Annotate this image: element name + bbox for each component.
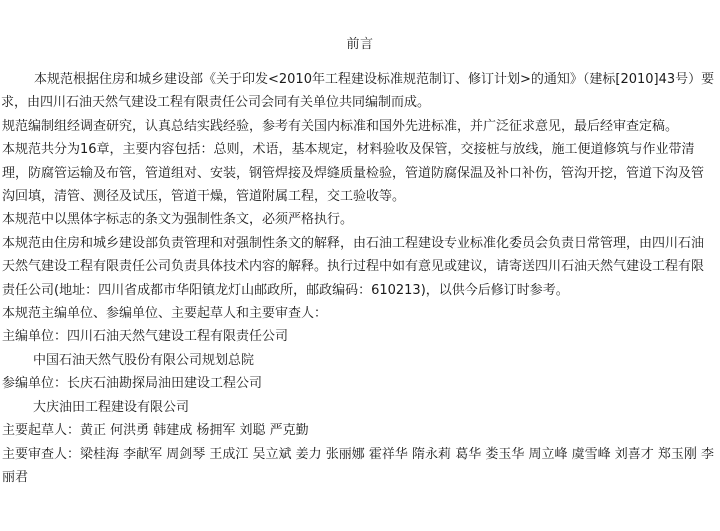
main-reviewers: 主要审查人：梁桂海 李献军 周剑琴 王成江 吴立斌 姜力 张丽娜 霍祥华 隋永莉 葛华 娄玉华 周立峰 虞雪峰 刘喜才 郑玉刚 李丽君	[2, 446, 714, 485]
chief-editor-unit-2: 中国石油天然气股份有限公司规划总院	[33, 352, 255, 368]
participating-unit: 参编单位：长庆石油勘探局油田建设工程公司	[2, 376, 263, 392]
document-title: 前言	[346, 37, 374, 52]
participating-unit-2: 大庆油田工程建设有限公司	[33, 399, 190, 415]
paragraph-contributors-intro: 本规范主编单位、参编单位、主要起草人和主要审查人：	[2, 306, 328, 322]
paragraph-basis: 本规范根据住房和城乡建设部《关于印发<2010年工程建设标准规范制订、修订计划>的通知》（建标[2010]43号）要求，由四川石油天然气建设工程有限责任公司会同有关单位共同编制而成。	[1, 72, 715, 111]
chief-editor-unit: 主编单位：四川石油天然气建设工程有限责任公司	[2, 329, 289, 345]
paragraph-research: 规范编制组经调查研究，认真总结实践经验，参考有关国内标准和国外先进标准，并广泛征求意见，最后经审查定稿。	[2, 118, 679, 134]
paragraph-chapters: 本规范共分为16章，主要内容包括：总则，术语，基本规定，材料验收及保管，交接桩与放线，施工便道修筑与作业带清理，防腐管运输及布管，管道组对、安装，钢管焊接及焊缝质量检验，管道防腐保温及补口补伤，管沟开挖，管道下沟及管沟回填，清管、测径及试压，管道干燥，管道附属工程，交工验收等。	[2, 142, 705, 205]
main-drafters: 主要起草人：黄正 何洪勇 韩建成 杨拥军 刘聪 严克勤	[2, 423, 309, 439]
document-body	[0, 68, 716, 489]
paragraph-mandatory: 本规范中以黑体字标志的条文为强制性条文，必须严格执行。	[2, 212, 354, 228]
paragraph-management: 本规范由住房和城乡建设部负责管理和对强制性条文的解释，由石油工程建设专业标准化委员会负责日常管理，由四川石油天然气建设工程有限责任公司负责具体技术内容的解释。执行过程中如有意见或建议，请寄送四川石油天然气建设工程有限责任公司(地址：四川省成都市华阳镇龙灯山邮政所，邮政编码：610213)，以供今后修订时参考。	[2, 235, 705, 298]
